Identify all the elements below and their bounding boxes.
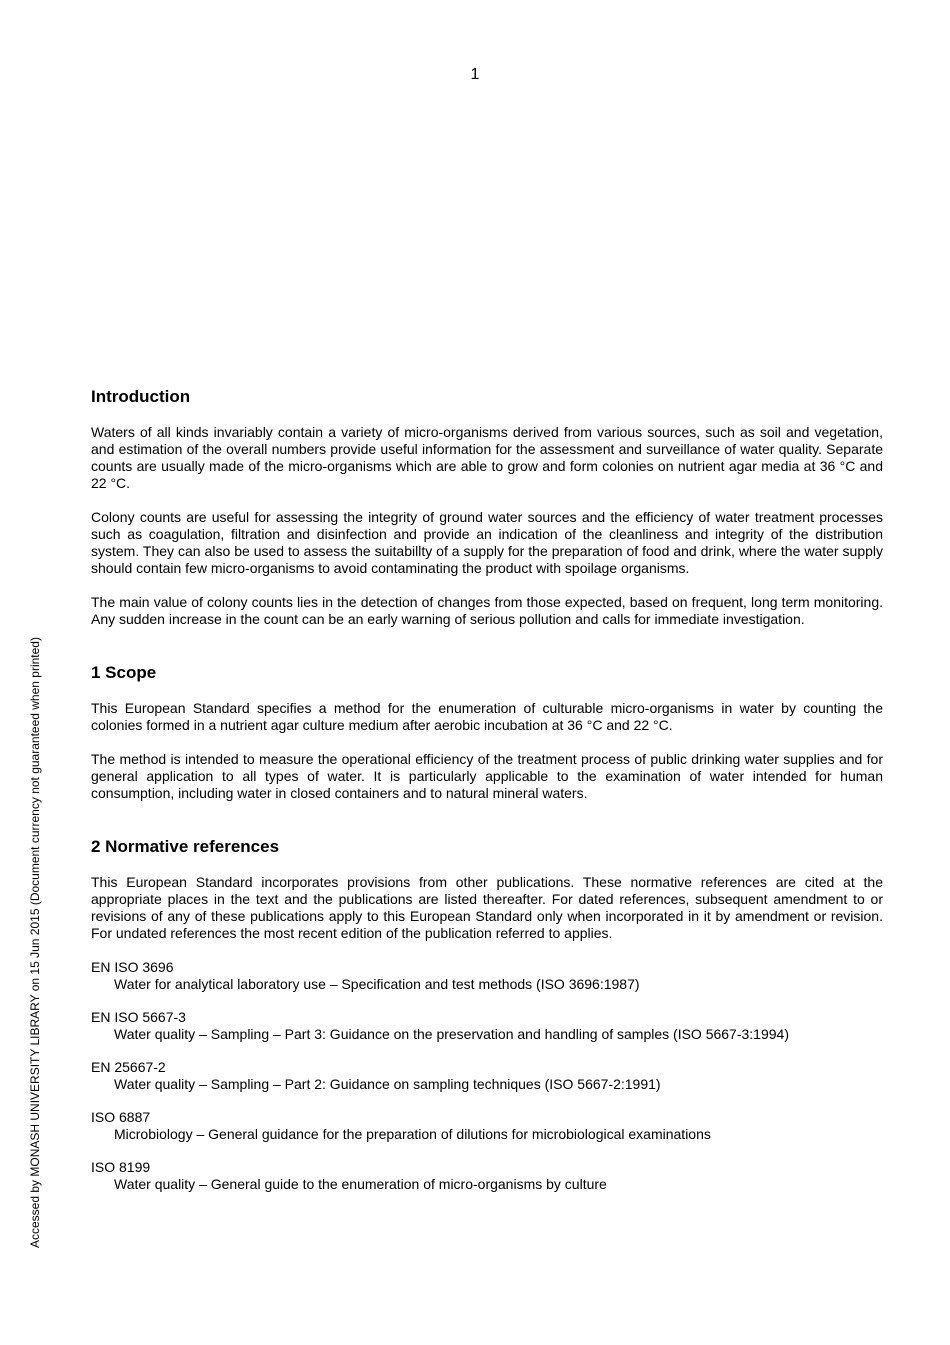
scope-heading: 1 Scope — [91, 663, 157, 682]
reference-id: EN 25667-2 — [91, 1059, 166, 1075]
reference-id: EN ISO 3696 — [91, 959, 174, 975]
reference-item — [91, 959, 883, 993]
reference-title: Water quality – Sampling – Part 3: Guidance on the preservation and handling of samples (ISO 5667-3:1994) — [114, 1026, 789, 1042]
page-number: 1 — [470, 66, 480, 83]
intro-paragraph: Waters of all kinds invariably contain a variety of micro-organisms derived from various sources, such as soil and vegetation, and estimation of the overall numbers provide useful information for the assessment and surveillance of water quality. Separate counts are usually made of the micro-organisms which are able to grow and form colonies on nutrient agar media at 36 °C and 22 °C. — [91, 424, 883, 491]
reference-id: EN ISO 5667-3 — [91, 1009, 186, 1025]
scope-paragraph: The method is intended to measure the operational efficiency of the treatment process of public drinking water supplies and for general application to all types of water. It is particularly applicable to the examination of water intended for human consumption, including water in closed containers and to natural mineral waters. — [91, 751, 883, 801]
normative-paragraph: This European Standard incorporates provisions from other publications. These normative references are cited at the appropriate places in the text and the publications are listed thereafter. For dated references, subsequent amendment to or revisions of any of these publications apply to this European Standard only when incorporated in it by amendment or revision. For undated references the most recent edition of the publication referred to applies. — [91, 874, 883, 941]
introduction-heading: Introduction — [91, 387, 191, 406]
reference-title: Water quality – General guide to the enumeration of micro-organisms by culture — [114, 1176, 607, 1192]
reference-title: Water for analytical laboratory use – Specification and test methods (ISO 3696:1987) — [114, 976, 640, 992]
reference-item — [91, 1109, 883, 1143]
reference-id: ISO 8199 — [91, 1159, 151, 1175]
reference-item — [91, 1059, 883, 1093]
normative-references-heading: 2 Normative references — [91, 837, 280, 856]
scope-paragraph: This European Standard specifies a method for the enumeration of culturable micro-organisms in water by counting the colonies formed in a nutrient agar culture medium after aerobic incubation at 36 °C and 22 °C. — [91, 700, 883, 733]
reference-list — [91, 959, 883, 1193]
intro-paragraph: The main value of colony counts lies in the detection of changes from those expected, based on frequent, long term monitoring. Any sudden increase in the count can be an early warning of serious pollution and calls for immediate investigation. — [91, 594, 883, 627]
intro-paragraph: Colony counts are useful for assessing the integrity of ground water sources and the efficiency of water treatment processes such as coagulation, filtration and disinfection and provide an indication of the cleanliness and integrity of the distribution system. They can also be used to assess the suitabillty of a supply for the preparation of food and drink, where the water supply should contain few micro-organisms to avoid contaminating the product with spoilage organisms. — [91, 509, 883, 576]
reference-item — [91, 1009, 883, 1043]
reference-title: Water quality – Sampling – Part 2: Guidance on sampling techniques (ISO 5667-2:1991) — [114, 1076, 661, 1092]
reference-id: ISO 6887 — [91, 1109, 151, 1125]
reference-title: Microbiology – General guidance for the preparation of dilutions for microbiological examinations — [114, 1126, 711, 1142]
document-body — [91, 386, 883, 1209]
access-watermark: Accessed by MONASH UNIVERSITY LIBRARY on 15 Jun 2015 (Document currency not guaranteed when printed) — [28, 637, 42, 1248]
reference-item — [91, 1159, 883, 1193]
